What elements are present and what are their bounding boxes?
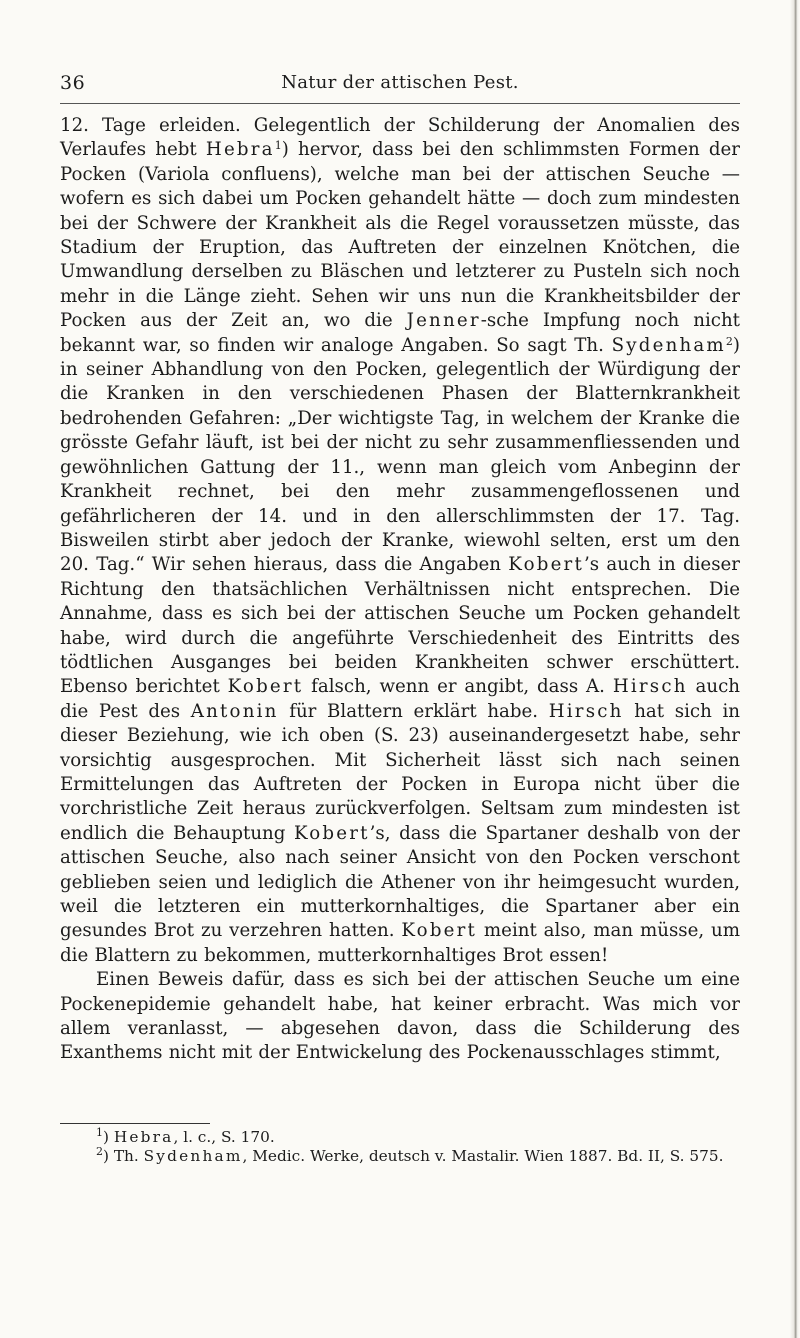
text-run: ) Th. (103, 1146, 144, 1165)
footnote-marker: 2 (725, 334, 733, 348)
text-run: ) (103, 1128, 114, 1146)
header-rule (60, 103, 740, 104)
text-run: für Blattern erklärt habe. (278, 700, 549, 722)
spaced-name: Hirsch (612, 676, 688, 698)
spaced-name: Kobert (401, 920, 478, 942)
text-run: auch die Pest des (60, 676, 740, 722)
text-run: meint also, man müsse, um die Blattern zu bekommen, mutterkornhaltiges Brot essen! (60, 920, 740, 966)
text-run: -sche Impfung noch nicht bekannt war, so finden wir analoge Angaben. So sagt Th. (60, 310, 740, 356)
spaced-name: Hebra (113, 1128, 174, 1146)
text-run: hat sich in dieser Beziehung, wie ich oben (S. 23) auseinandergesetzt habe, sehr vorsichtig ausgesprochen. Mit Sicherheit lässt sich nach seinen Ermittelungen das Auftreten der Pocken in Europa nicht über die vorchristliche Zeit heraus zurückverfolgen. Seltsam zum mindesten ist endlich die Behauptung (60, 700, 740, 844)
spaced-name: Jenner (406, 310, 481, 332)
spaced-name: Sydenham (611, 334, 726, 356)
text-run: ’s auch in dieser Richtung den thatsächlichen Verhältnissen nicht entsprechen. Die Annahme, dass es sich bei der attischen Seuche um Pocken gehandelt habe, wird durch die angeführte Verschiedenheit des Eintritts des tödtlichen Ausganges bei beiden Krankheiten schwer erschüttert. Ebenso berichtet (60, 554, 740, 698)
footnote-marker: 1 (274, 139, 282, 153)
spaced-name: Sydenham (143, 1146, 243, 1165)
text-run: , Medic. Werke, deutsch v. Mastalir. Wien 1887. Bd. II, S. 575. (242, 1146, 724, 1165)
page-header (60, 72, 740, 98)
paragraph (60, 114, 740, 968)
text-run: falsch, wenn er angibt, dass A. (303, 676, 613, 698)
footnote-marker: 2 (96, 1144, 103, 1158)
footnote-marker: 1 (96, 1126, 103, 1139)
paragraph (60, 968, 740, 1066)
text-run: 12. Tage erleiden. Gelegentlich der Schilderung der Anomalien des Verlaufes hebt (60, 115, 740, 161)
spaced-name: Kobert (293, 822, 370, 844)
text-run: , l. c., S. 170. (173, 1128, 275, 1146)
body-text (60, 114, 740, 1066)
spaced-name: Kobert (508, 554, 584, 576)
footnote-rule (60, 1123, 210, 1124)
scan-edge (790, 0, 800, 1338)
footnote (60, 1128, 740, 1147)
page-number: 36 (60, 72, 86, 94)
spaced-name: Antonin (190, 700, 279, 722)
spaced-name: Kobert (227, 676, 304, 698)
spaced-name: Hirsch (548, 700, 624, 722)
text-run: ) in seiner Abhandlung von den Pocken, gelegentlich der Würdigung der die Kranken in den verschiedenen Phasen der Blatternkrankheit bedrohenden Gefahren: „Der wichtigste Tag, in welchem der Kranke die grösste Gefahr läuft, ist bei der nicht zu sehr zusammenfliessenden und gewöhnlichen Gattung der 11., wenn man gleich vom Anbeginn der Krankheit rechnet, bei den mehr zusammengeflossenen und gefährlicheren der 14. und in den allerschlimmsten der 17. Tag. Bisweilen stirbt aber jedoch der Kranke, wiewohl selten, erst um den 20. Tag.“ Wir sehen hieraus, dass die Angaben (60, 334, 740, 576)
text-run: Einen Beweis dafür, dass es sich bei der attischen Seuche um eine Pockenepidemie gehandelt habe, hat keiner erbracht. Was mich vor allem veranlasst, — abgesehen davon, dass die Schilderung des Exanthems nicht mit der Entwickelung des Pockenausschlages stimmt, (60, 969, 740, 1064)
text-run: ’s, dass die Spartaner deshalb von der attischen Seuche, also nach seiner Ansicht von den Pocken verschont geblieben seien und lediglich die Athener von ihr heimgesucht wurden, weil die letzteren ein mutterkornhaltiges, die Spartaner aber ein gesundes Brot zu verzehren hatten. (60, 822, 741, 942)
spaced-name: Hebra (205, 139, 275, 161)
footnote (60, 1144, 740, 1166)
running-title: Natur der attischen Pest. (281, 72, 519, 93)
footnotes (60, 1128, 740, 1165)
text-run: ) hervor, dass bei den schlimmsten Formen der Pocken (Variola confluens), welche man bei der attischen Seuche — wofern es sich dabei um Pocken gehandelt hätte — doch zum mindesten bei der Schwere der Krankheit als die Regel voraussetzen müsste, das Stadium der Eruption, das Auftreten der einzelnen Knötchen, die Umwandlung derselben zu Bläschen und letzterer zu Pusteln sich noch mehr in die Länge zieht. Sehen wir uns nun die Krankheitsbilder der Pocken aus der Zeit an, wo die (60, 139, 740, 332)
